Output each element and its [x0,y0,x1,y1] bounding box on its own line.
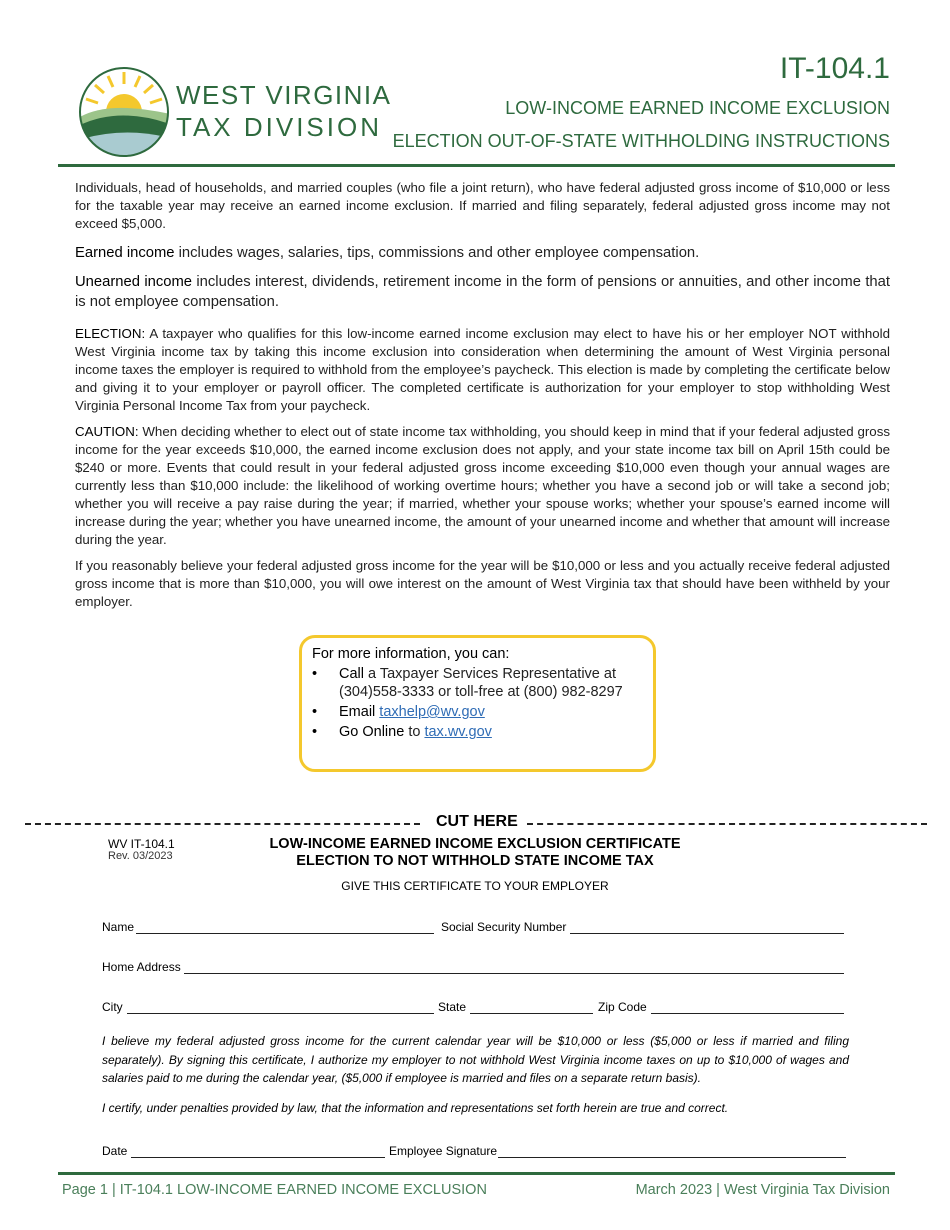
name-label: Name [102,920,135,934]
election-text: A taxpayer who qualifies for this low-income earned income exclusion may elect to have his or her employer NOT withhold West Virginia income tax by taking this income exclusion into consideration when determining the amount of West Virginia personal income taxes the employer is required to withhold from the employee’s paycheck. This election is made by completing the certificate below and giving it to your employer or payroll officer. The completed certificate is authorization for your employer to stop withholding West Virginia Personal Income Tax from your paycheck. [75,326,890,413]
state-field[interactable] [470,1013,593,1014]
date-label: Date [102,1144,128,1158]
page-subtitle: ELECTION OUT-OF-STATE WITHHOLDING INSTRUCTIONS [392,131,890,151]
cut-line-left [25,823,420,825]
city-field[interactable] [127,1013,434,1014]
caution-term: CAUTION: [75,424,139,439]
state-label: State [438,1000,467,1014]
info-box-title: For more information, you can: [312,646,510,662]
logo-subtitle: TAX DIVISION [176,112,382,142]
page-title: LOW-INCOME EARNED INCOME EXCLUSION [505,98,890,118]
certificate-subtitle: ELECTION TO NOT WITHHOLD STATE INCOME TAX [296,853,654,869]
certificate-statement: I believe my federal adjusted gross income for the current calendar year will be $10,000 or less ($5,000 or less if married and filing separately). By signing this certificate, I authorize my employer to not withhold West Virginia income taxes on up to $10,000 of wages and salaries paid to me during the calendar year, ($5,000 if employee is married and files on a separate return basis). [102,1034,849,1085]
list-item [312,723,623,741]
email-link[interactable]: taxhelp@wv.gov [379,704,485,720]
date-field[interactable] [131,1157,385,1158]
bullet-icon: • [312,666,318,682]
email-label: Email [339,704,380,720]
closing-paragraph: If you reasonably believe your federal adjusted gross income for the year will be $10,000 or less and you actually receive federal adjusted gross income that is more than $10,000, you will owe interest on the amount of West Virginia tax that should have been withheld by your employer. [75,558,890,609]
intro-paragraph: Individuals, head of households, and married couples (who file a joint return), who have federal adjusted gross income of $10,000 or less for the taxable year may receive an earned income exclusion. If married and filing separately, federal adjusted gross income may not exceed $5,000. [75,180,890,231]
unearned-income-paragraph [75,273,890,312]
list-item [312,703,623,721]
signature-field[interactable] [498,1157,846,1158]
ssn-label: Social Security Number [441,920,567,934]
unearned-income-text: includes interest, dividends, retirement income in the form of pensions or annuities, and other income that is not employee compensation. [75,274,890,310]
city-label: City [102,1000,123,1014]
online-to: to [404,724,425,740]
certificate-revision: Rev. 03/2023 [108,850,173,862]
info-list [312,665,623,741]
online-label: Go Online [339,724,405,740]
home-address-field[interactable] [184,973,844,974]
caution-paragraph [75,423,890,549]
earned-income-text: includes wages, salaries, tips, commissions and other employee compensation. [174,245,700,261]
website-link[interactable]: tax.wv.gov [424,724,492,740]
cut-line-right [527,823,927,825]
bullet-icon: • [312,704,318,720]
certificate-form-id: WV IT-104.1 [108,837,175,851]
logo-title: WEST VIRGINIA [176,80,392,110]
footer-divider [58,1172,895,1175]
west-virginia-logo-icon [78,66,170,158]
home-address-label: Home Address [102,960,181,974]
ssn-field[interactable] [570,933,844,934]
bullet-icon: • [312,724,318,740]
election-paragraph [75,325,890,415]
form-id: IT-104.1 [779,52,890,85]
earned-income-paragraph [75,244,890,264]
certification-statement: I certify, under penalties provided by law, that the information and representations set forth herein are true and correct. [102,1101,729,1115]
zip-field[interactable] [651,1013,844,1014]
unearned-income-term: Unearned income [75,274,193,290]
caution-text: When deciding whether to elect out of state income tax withholding, you should keep in mind that if your federal adjusted gross income for the year exceeds $10,000, the earned income exclusion does not apply, and your state income tax bill on April 15th could be $240 or more. Events that could result in your federal adjusted gross income exceeding $10,000 even though your annual wages are currently less than $10,000 include: the likelihood of working overtime hours; whether you have a second job or will take a second job; whether you will receive a pay raise during the year; if married, whether your spouse works; whether your spouse’s earned income will increase during the year; whether you have unearned income, the amount of your unearned income and whether that amount will increase during the year. [75,424,890,547]
call-label: Call [339,666,364,682]
name-field[interactable] [136,933,434,934]
cut-here-label: CUT HERE [436,813,518,830]
call-text: a Taxpayer Services Representative at [363,666,616,682]
signature-label: Employee Signature [389,1144,498,1158]
earned-income-term: Earned income [75,245,175,261]
election-term: ELECTION: [75,326,146,341]
zip-label: Zip Code [598,1000,647,1014]
footer-left: Page 1 | IT-104.1 LOW-INCOME EARNED INCOME EXCLUSION [62,1182,487,1198]
certificate-title: LOW-INCOME EARNED INCOME EXCLUSION CERTIFICATE [269,836,681,852]
footer-right: March 2023 | West Virginia Tax Division [635,1182,890,1198]
call-numbers: (304)558-3333 or toll-free at (800) 982-8297 [339,684,623,700]
certificate-instruction: GIVE THIS CERTIFICATE TO YOUR EMPLOYER [341,879,609,893]
header-divider [58,164,895,167]
list-item [312,665,623,701]
